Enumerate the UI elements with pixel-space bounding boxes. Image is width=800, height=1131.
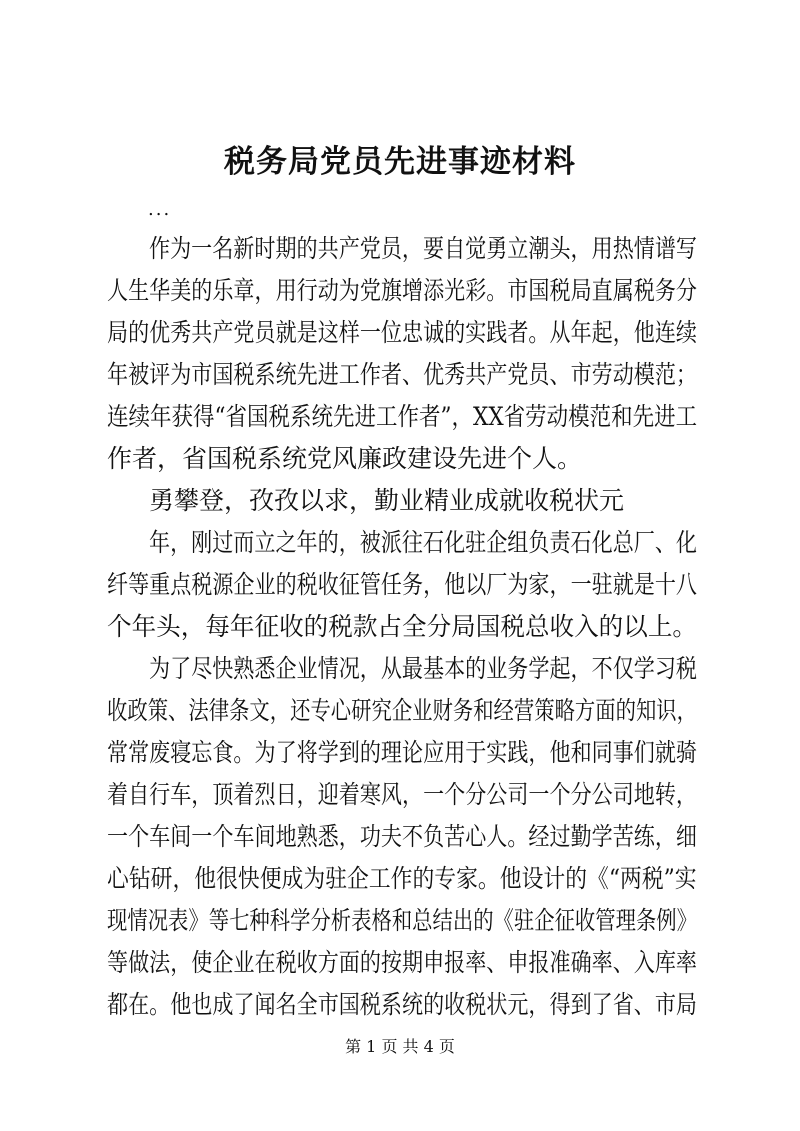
paragraph-line: 着自行车，顶着烈日，迎着寒风，一个分公司一个分公司地转， [107,780,698,809]
paragraph-line: 纤等重点税源企业的税收征管任务，他以厂为家，一驻就是十八 [107,570,698,599]
paragraph-line: 连续年获得“省国税系统先进工作者”，XX省劳动模范和先进工 [107,402,698,431]
paragraph-line: 一个车间一个车间地熟悉，功夫不负苦心人。经过勤学苦练，细 [107,822,698,851]
paragraph-line: 等做法，使企业在税收方面的按期申报率、申报准确率、入库率 [107,948,698,977]
document-title: 税务局党员先进事迹材料 [224,144,576,180]
paragraph-line: 个年头，每年征收的税款占全分局国税总收入的以上。 [107,612,698,641]
paragraph-line: 为了尽快熟悉企业情况，从最基本的业务学起，不仅学习税 [149,654,698,683]
paragraph-line: 常常废寝忘食。为了将学到的理论应用于实践，他和同事们就骑 [107,738,698,767]
paragraph-line: 都在。他也成了闻名全市国税系统的收税状元，得到了省、市局 [107,990,698,1019]
page-number-footer: 第 1 页 共 4 页 [345,1037,455,1056]
section-heading: 勇攀登，孜孜以求，勤业精业成就收税状元 [149,486,625,515]
paragraph-line: 作为一名新时期的共产党员，要自觉勇立潮头，用热情谱写 [149,234,698,263]
ellipsis-marker: ... [148,199,172,220]
paragraph-line: 心钻研，他很快便成为驻企工作的专家。他设计的《“两税”实 [107,864,697,893]
paragraph-line: 作者，省国税系统党风廉政建设先进个人。 [107,444,583,473]
paragraph-line: 年，刚过而立之年的，被派往石化驻企组负责石化总厂、化 [149,528,698,557]
paragraph-line: 人生华美的乐章，用行动为党旗增添光彩。市国税局直属税务分 [107,276,698,305]
paragraph-line: 收政策、法律条文，还专心研究企业财务和经营策略方面的知识， [107,696,698,725]
paragraph-line: 年被评为市国税系统先进工作者、优秀共产党员、市劳动模范； [107,360,698,389]
paragraph-line: 局的优秀共产党员就是这样一位忠诚的实践者。从年起，他连续 [107,318,698,347]
paragraph-line: 现情况表》等七种科学分析表格和总结出的《驻企征收管理条例》 [107,906,698,935]
